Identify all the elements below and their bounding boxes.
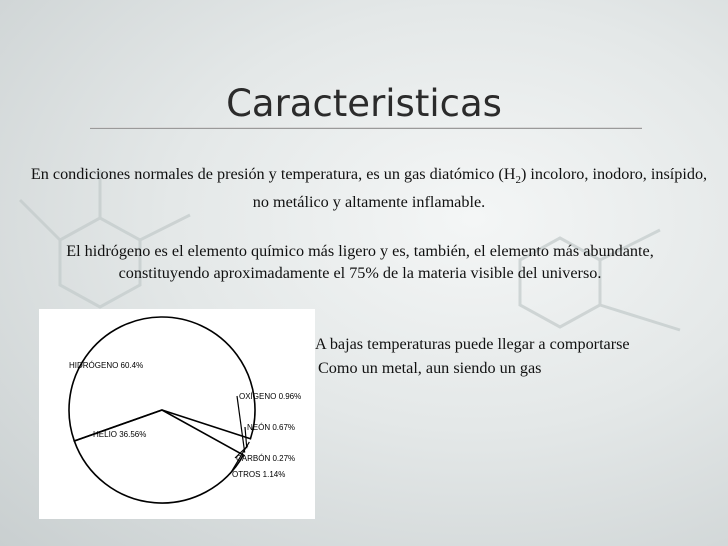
label-carbon: CARBÓN 0.27% xyxy=(236,454,296,463)
paragraph-conditions-text-a: En condiciones normales de presión y temperatura, es un gas diatómico (H xyxy=(30,165,516,183)
pie-chart-svg xyxy=(39,309,315,519)
side-note-line-2: Como un metal, aun siendo un gas xyxy=(318,359,542,377)
paragraph-conditions-text-b: ) incoloro, inodoro, insípido, no metálico y altamente inflamable. xyxy=(252,165,708,212)
label-helio: HELIO 36.56% xyxy=(93,430,147,439)
composition-pie-chart xyxy=(39,309,315,519)
paragraph-conditions xyxy=(24,163,714,213)
paragraph-abundance: El hidrógeno es el elemento químico más ligero y es, también, el elemento más abundante, constituyendo aproximadamente el 75% de la materia visible del universo. xyxy=(66,242,654,282)
slide-title: Caracteristicas xyxy=(226,82,502,125)
label-otros: OTROS 1.14% xyxy=(232,470,286,479)
title-divider xyxy=(90,127,642,129)
label-hidrogeno: HIDRÓGENO 60.4% xyxy=(69,361,144,370)
label-oxigeno: OXÍGENO 0.96% xyxy=(239,392,302,401)
leader-oxigeno xyxy=(237,396,245,453)
subscript-2: 2 xyxy=(515,174,521,187)
pie-slice-hidrogeno xyxy=(69,317,255,441)
side-note-line-1: A bajas temperaturas puede llegar a comportarse xyxy=(315,335,630,353)
pie-slice-helio xyxy=(74,410,243,503)
label-neon: NEÓN 0.67% xyxy=(247,423,296,432)
